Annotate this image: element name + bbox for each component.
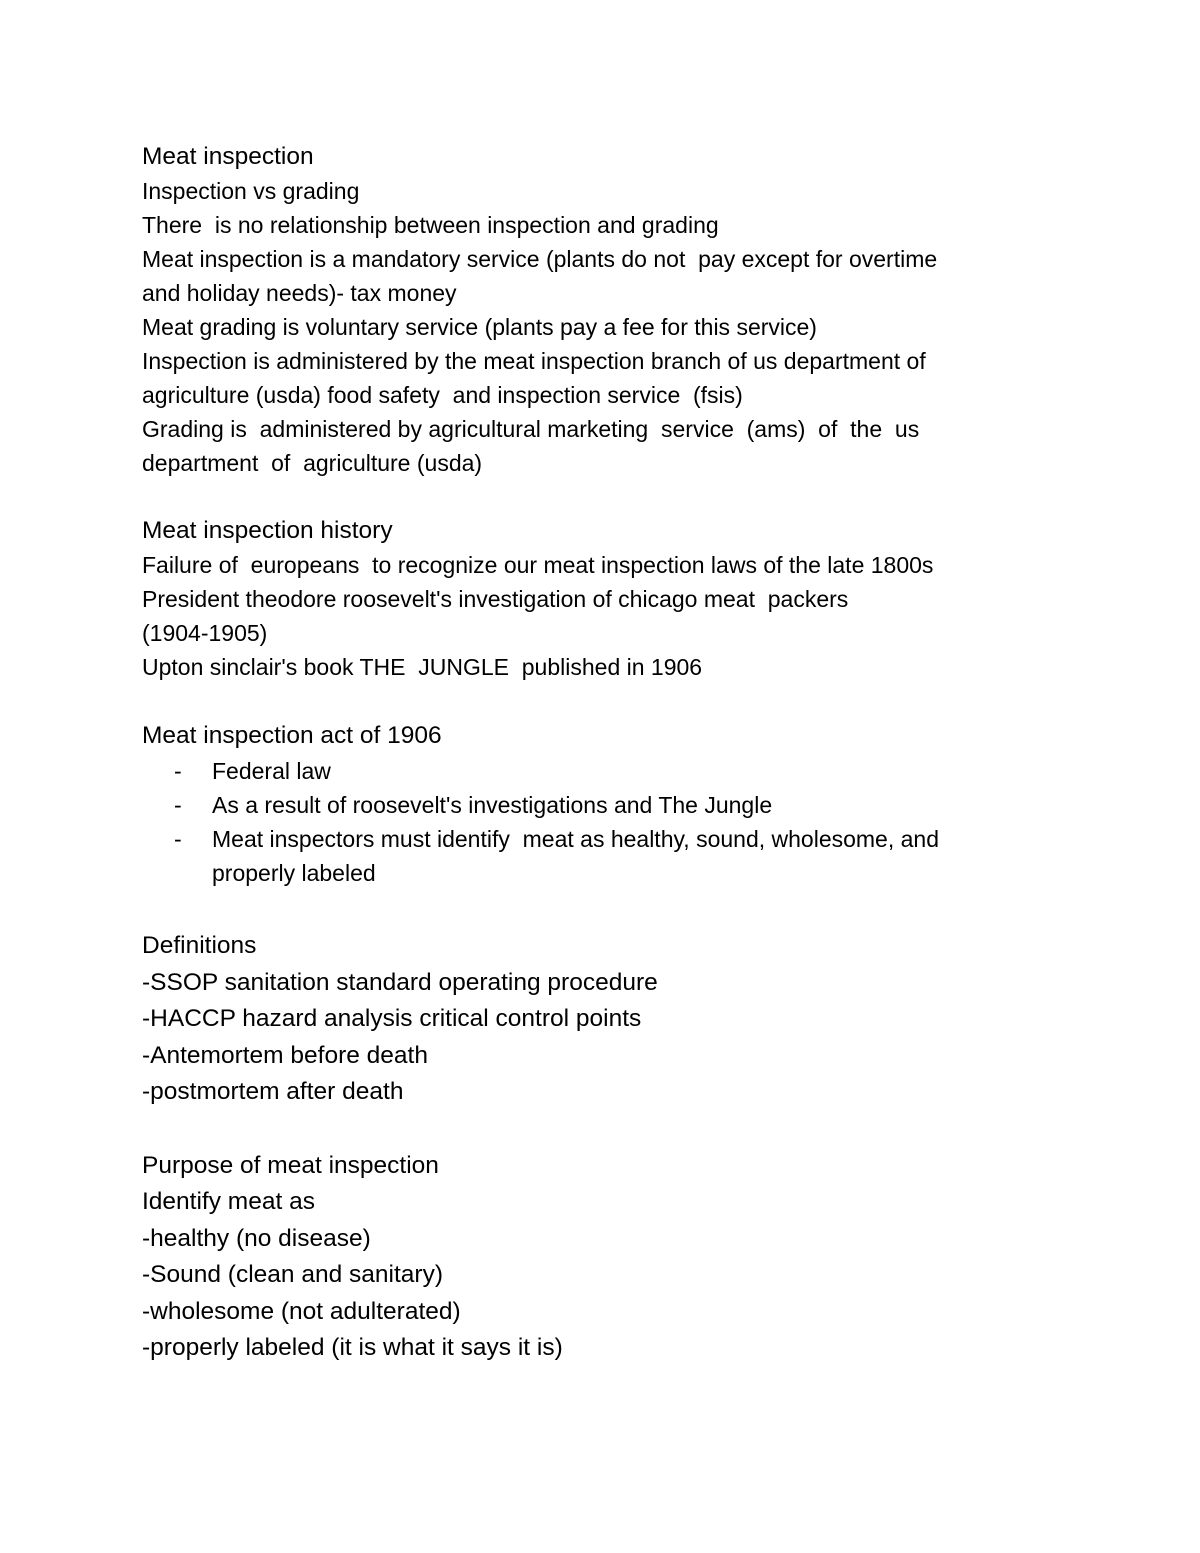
bullet-text: As a result of roosevelt's investigations and The Jungle xyxy=(212,792,773,818)
purpose-item: -healthy (no disease) xyxy=(142,1224,371,1252)
text-line: and holiday needs)- tax money xyxy=(142,280,457,306)
document-content xyxy=(142,140,1042,1367)
text-line: Meat inspection is a mandatory service (plants do not pay except for overtime xyxy=(142,246,938,272)
text-line: Grading is administered by agricultural marketing service (ams) of the us xyxy=(142,416,920,442)
bullet-text: Federal law xyxy=(212,758,331,784)
purpose-item: -Sound (clean and sanitary) xyxy=(142,1261,443,1288)
bullet-text-continuation: properly labeled xyxy=(212,860,376,886)
purpose-item: -wholesome (not adulterated) xyxy=(142,1297,461,1325)
text-line: Inspection vs grading xyxy=(142,178,360,204)
bullet-item xyxy=(142,754,1042,788)
bullet-list xyxy=(142,754,1042,890)
section-title: Meat inspection history xyxy=(142,517,393,544)
section-meat-inspection xyxy=(142,140,1042,480)
definition-item: -HACCP hazard analysis critical control points xyxy=(142,1005,642,1032)
bullet-marker: - xyxy=(174,792,182,818)
text-line: Identify meat as xyxy=(142,1188,315,1215)
text-line: Meat grading is voluntary service (plants pay a fee for this service) xyxy=(142,314,817,340)
text-line: Failure of europeans to recognize our meat inspection laws of the late 1800s xyxy=(142,552,934,578)
definition-item: -SSOP sanitation standard operating procedure xyxy=(142,968,658,996)
bullet-marker: - xyxy=(174,758,182,784)
text-line: Upton sinclair's book THE JUNGLE published in 1906 xyxy=(142,654,703,680)
definition-item: -Antemortem before death xyxy=(142,1041,428,1069)
definition-item: -postmortem after death xyxy=(142,1078,404,1105)
bullet-item xyxy=(142,788,1042,822)
bullet-text: Meat inspectors must identify meat as healthy, sound, wholesome, and xyxy=(212,826,940,852)
section-title: Purpose of meat inspection xyxy=(142,1151,439,1179)
section-title: Definitions xyxy=(142,932,257,959)
text-line: department of agriculture (usda) xyxy=(142,450,483,476)
section-purpose xyxy=(142,1148,1042,1367)
text-line: (1904-1905) xyxy=(142,620,268,646)
purpose-item: -properly labeled (it is what it says it is) xyxy=(142,1334,563,1361)
section-title: Meat inspection xyxy=(142,143,314,170)
text-line: agriculture (usda) food safety and inspection service (fsis) xyxy=(142,382,743,408)
section-meat-inspection-history xyxy=(142,514,1042,684)
text-line: President theodore roosevelt's investigation of chicago meat packers xyxy=(142,586,849,612)
section-title: Meat inspection act of 1906 xyxy=(142,722,442,749)
bullet-marker: - xyxy=(174,826,182,852)
bullet-item xyxy=(142,822,1042,890)
section-meat-inspection-act xyxy=(142,718,1042,890)
text-line: Inspection is administered by the meat inspection branch of us department of xyxy=(142,348,926,374)
text-line: There is no relationship between inspection and grading xyxy=(142,212,719,238)
section-definitions xyxy=(142,928,1042,1111)
